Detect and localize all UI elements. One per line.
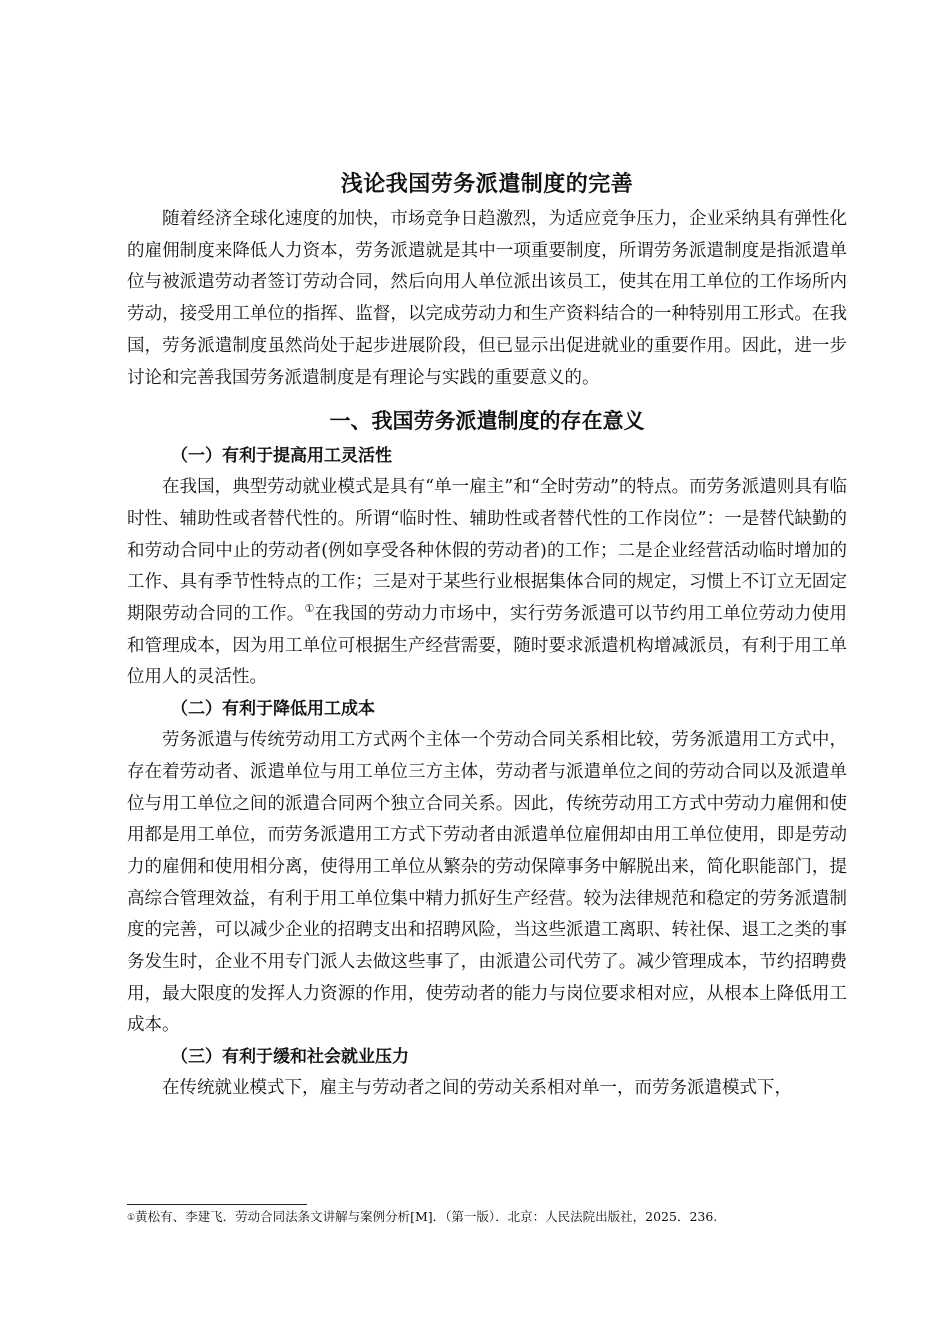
subsection-heading-1: （一）有利于提高用工灵活性 bbox=[171, 446, 392, 467]
footnote-divider bbox=[127, 1204, 307, 1205]
intro-paragraph: 随着经济全球化速度的加快，市场竞争日趋激烈，为适应竞争压力，企业采纳具有弹性化的雇佣制度来降低人力资本，劳务派遣就是其中一项重要制度，所谓劳务派遣制度是指派遣单位与被派遣劳动者签订劳动合同，然后向用人单位派出该员工，使其在用工单位的工作场所内劳动，接受用工单位的指挥、监督，以完成劳动力和生产资料结合的一种特别用工形式。在我国，劳务派遣制度虽然尚处于起步进展阶段，但已显示出促进就业的重要作用。因此，进一步讨论和完善我国劳务派遣制度是有理论与实践的重要意义的。 bbox=[127, 209, 847, 388]
subsection-1-paragraph bbox=[127, 472, 847, 694]
footnote-text: 黄松有、李建飞．劳动合同法条文讲解与案例分析[M]．（第一版）．北京：人民法院出版社，2025．236. bbox=[135, 1209, 718, 1224]
document-title: 浅论我国劳务派遣制度的完善 bbox=[340, 172, 634, 197]
paragraph-text: 在我国，典型劳动就业模式是具有“单一雇主”和“全时劳动”的特点。而劳务派遣则具有临时性、辅助性或者替代性的。所谓“临时性、辅助性或者替代性的工作岗位”：一是替代缺勤的和劳动合同中止的劳动者(例如享受各种休假的劳动者)的工作；二是企业经营活动临时增加的工作、具有季节性特点的工作；三是对于某些行业根据集体合同的规定，习惯上不订立无固定期限劳动合同的工作。 bbox=[127, 477, 847, 625]
paragraph-text: 在我国的劳动力市场中，实行劳务派遣可以节约用工单位劳动力使用和管理成本，因为用工单位可根据生产经营需要，随时要求派遣机构增减派员，有利于用工单位用人的灵活性。 bbox=[127, 604, 847, 688]
document-body bbox=[127, 168, 847, 1105]
subsection-2-paragraph: 劳务派遣与传统劳动用工方式两个主体一个劳动合同关系相比较，劳务派遣用工方式中，存在着劳动者、派遣单位与用工单位三方主体，劳动者与派遣单位之间的劳动合同以及派遣单位与用工单位之间的派遣合同两个独立合同关系。因此，传统劳动用工方式中劳动力雇佣和使用都是用工单位，而劳务派遣用工方式下劳动者由派遣单位雇佣却由用工单位使用，即是劳动力的雇佣和使用相分离，使得用工单位从繁杂的劳动保障事务中解脱出来，简化职能部门，提高综合管理效益，有利于用工单位集中精力抓好生产经营。较为法律规范和稳定的劳务派遣制度的完善，可以减少企业的招聘支出和招聘风险，当这些派遣工离职、转社保、退工之类的事务发生时，企业不用专门派人去做这些事了，由派遣公司代劳了。减少管理成本，节约招聘费用，最大限度的发挥人力资源的作用，使劳动者的能力与岗位要求相对应，从根本上降低用工成本。 bbox=[127, 730, 847, 1036]
footnote bbox=[127, 1208, 847, 1226]
section-heading-1: 一、我国劳务派遣制度的存在意义 bbox=[329, 409, 645, 434]
footnote-reference[interactable]: ① bbox=[304, 602, 315, 616]
footnote-mark: ① bbox=[127, 1213, 136, 1223]
subsection-heading-3: （三）有利于缓和社会就业压力 bbox=[171, 1047, 409, 1068]
subsection-3-paragraph: 在传统就业模式下，雇主与劳动者之间的劳动关系相对单一，而劳务派遣模式下， bbox=[162, 1078, 792, 1099]
subsection-heading-2: （二）有利于降低用工成本 bbox=[171, 699, 375, 720]
